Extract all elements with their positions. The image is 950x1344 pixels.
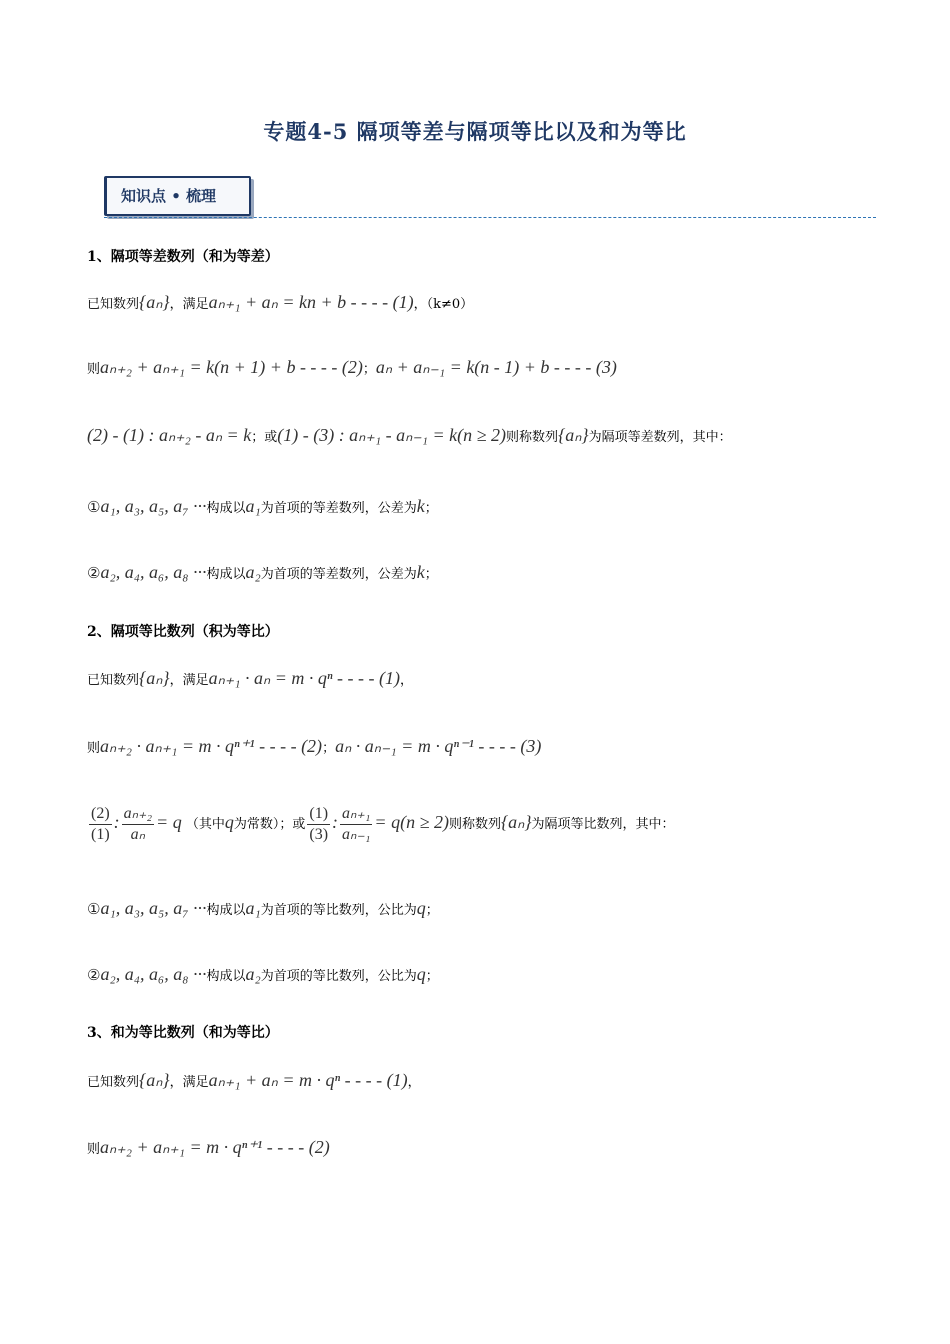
formula: aₙ + aₙ₋₁ = k(n - 1) + b - - - - (3) — [375, 357, 617, 377]
fraction: $\frac{\text{aₙ₊₂}}{\text{aₙ}}$ — [123, 805, 153, 843]
formula: k — [416, 562, 425, 582]
s3-line-1: 已知数列{aₙ}，满足aₙ₊₁ + aₙ = m · qⁿ - - - - (1)， — [87, 1070, 421, 1090]
formula: a₁, a₃, a₅, a₇ ··· — [100, 898, 207, 918]
formula: aₙ · aₙ₋₁ = m · qⁿ⁻¹ - - - - (3) — [335, 736, 542, 756]
formula: a₂, a₄, a₆, a₈ ··· — [100, 562, 207, 582]
formula: aₙ₊₂ + aₙ₊₁ = m · qⁿ⁺¹ - - - - (2) — [100, 1137, 330, 1157]
fraction: $\frac{(1)}{(3)}$ — [309, 805, 329, 843]
formula: aₙ₊₁ + aₙ = m · qⁿ - - - - (1) — [208, 1070, 408, 1090]
formula: k — [416, 496, 425, 516]
formula: a₁ — [245, 898, 261, 918]
formula: aₙ₊₂ + aₙ₊₁ = k(n + 1) + b - - - - (2) — [100, 357, 363, 377]
page-title: 专题4-5 隔项等差与隔项等比以及和为等比 — [263, 119, 687, 144]
formula: {aₙ} — [139, 292, 170, 312]
formula: aₙ₊₂ · aₙ₊₁ = m · qⁿ⁺¹ - - - - (2) — [100, 736, 323, 756]
section-3-heading: 3、和为等比数列（和为等比） — [87, 1025, 279, 1041]
section-tag-label: 知识点 • 梳理 — [121, 187, 217, 205]
formula: {aₙ} — [558, 425, 589, 445]
formula: a₂, a₄, a₆, a₈ ··· — [100, 964, 207, 984]
formula: a₂ — [245, 964, 261, 984]
s3-line-2: 则aₙ₊₂ + aₙ₊₁ = m · qⁿ⁺¹ - - - - (2) — [87, 1137, 330, 1157]
s2-line-4: ①a₁, a₃, a₅, a₇ ···构成以a₁为首项的等比数列，公比为q； — [87, 898, 439, 918]
fraction: $\frac{\text{aₙ₊₁}}{\text{aₙ₋₁}}$ — [342, 805, 371, 843]
formula: aₙ₊₁ · aₙ = m · qⁿ - - - - (1) — [208, 668, 400, 688]
formula: a₁, a₃, a₅, a₇ ··· — [100, 496, 207, 516]
formula: q — [416, 898, 426, 918]
s1-line-1: 已知数列{aₙ}，满足aₙ₊₁ + aₙ = kn + b - - - - (1)，（k≠0） — [87, 292, 474, 312]
dashed-divider — [104, 217, 876, 218]
formula: (1) - (3) : aₙ₊₁ - aₙ₋₁ = k(n ≥ 2) — [277, 425, 507, 445]
section-1-heading: 1、隔项等差数列（和为等差） — [87, 249, 279, 265]
s2-line-5: ②a₂, a₄, a₆, a₈ ···构成以a₂为首项的等比数列，公比为q； — [87, 964, 439, 984]
section-tag — [104, 176, 251, 216]
formula: = q — [156, 812, 182, 832]
s2-line-1: 已知数列{aₙ}，满足aₙ₊₁ · aₙ = m · qⁿ - - - - (1)， — [87, 668, 414, 688]
s1-line-3: (2) - (1) : aₙ₊₂ - aₙ = k；或(1) - (3) : aₙ₊₁ - aₙ₋₁ = k(n ≥ 2)则称数列{aₙ}为隔项等差数列，其中： — [87, 425, 732, 445]
s1-line-5: ②a₂, a₄, a₆, a₈ ···构成以a₂为首项的等差数列，公差为k； — [87, 562, 438, 582]
formula: {aₙ} — [139, 1070, 170, 1090]
formula: = q(n ≥ 2) — [374, 812, 449, 832]
fraction: $\frac{(2)}{(1)}$ — [91, 805, 110, 843]
s2-line-3: $\frac{(2)}{(1)}$ : $\frac{\text{aₙ₊₂}}{\text{aₙ}}$ = q （其中q为常数）；或 $\frac{(1)}{(3)}$ : $\frac{\text{aₙ₊₁}}{\text{aₙ₋₁}}$ = q(n ≥ 2)则称数列{aₙ}为隔项等比数列，其中： — [91, 805, 675, 843]
s1-line-4: ①a₁, a₃, a₅, a₇ ···构成以a₁为首项的等差数列，公差为k； — [87, 496, 438, 516]
formula: a₂ — [245, 562, 261, 582]
section-2-heading: 2、隔项等比数列（积为等比） — [87, 624, 279, 640]
formula: {aₙ} — [500, 812, 532, 832]
formula: q — [416, 964, 426, 984]
formula: {aₙ} — [139, 668, 170, 688]
formula: a₁ — [245, 496, 261, 516]
formula: aₙ₊₁ + aₙ = kn + b - - - - (1) — [208, 292, 414, 312]
formula: (2) - (1) : aₙ₊₂ - aₙ = k — [87, 425, 252, 445]
s1-line-2: 则aₙ₊₂ + aₙ₊₁ = k(n + 1) + b - - - - (2)；aₙ + aₙ₋₁ = k(n - 1) + b - - - - (3) — [87, 357, 617, 377]
s2-line-2: 则aₙ₊₂ · aₙ₊₁ = m · qⁿ⁺¹ - - - - (2)；aₙ · aₙ₋₁ = m · qⁿ⁻¹ - - - - (3) — [87, 736, 542, 756]
